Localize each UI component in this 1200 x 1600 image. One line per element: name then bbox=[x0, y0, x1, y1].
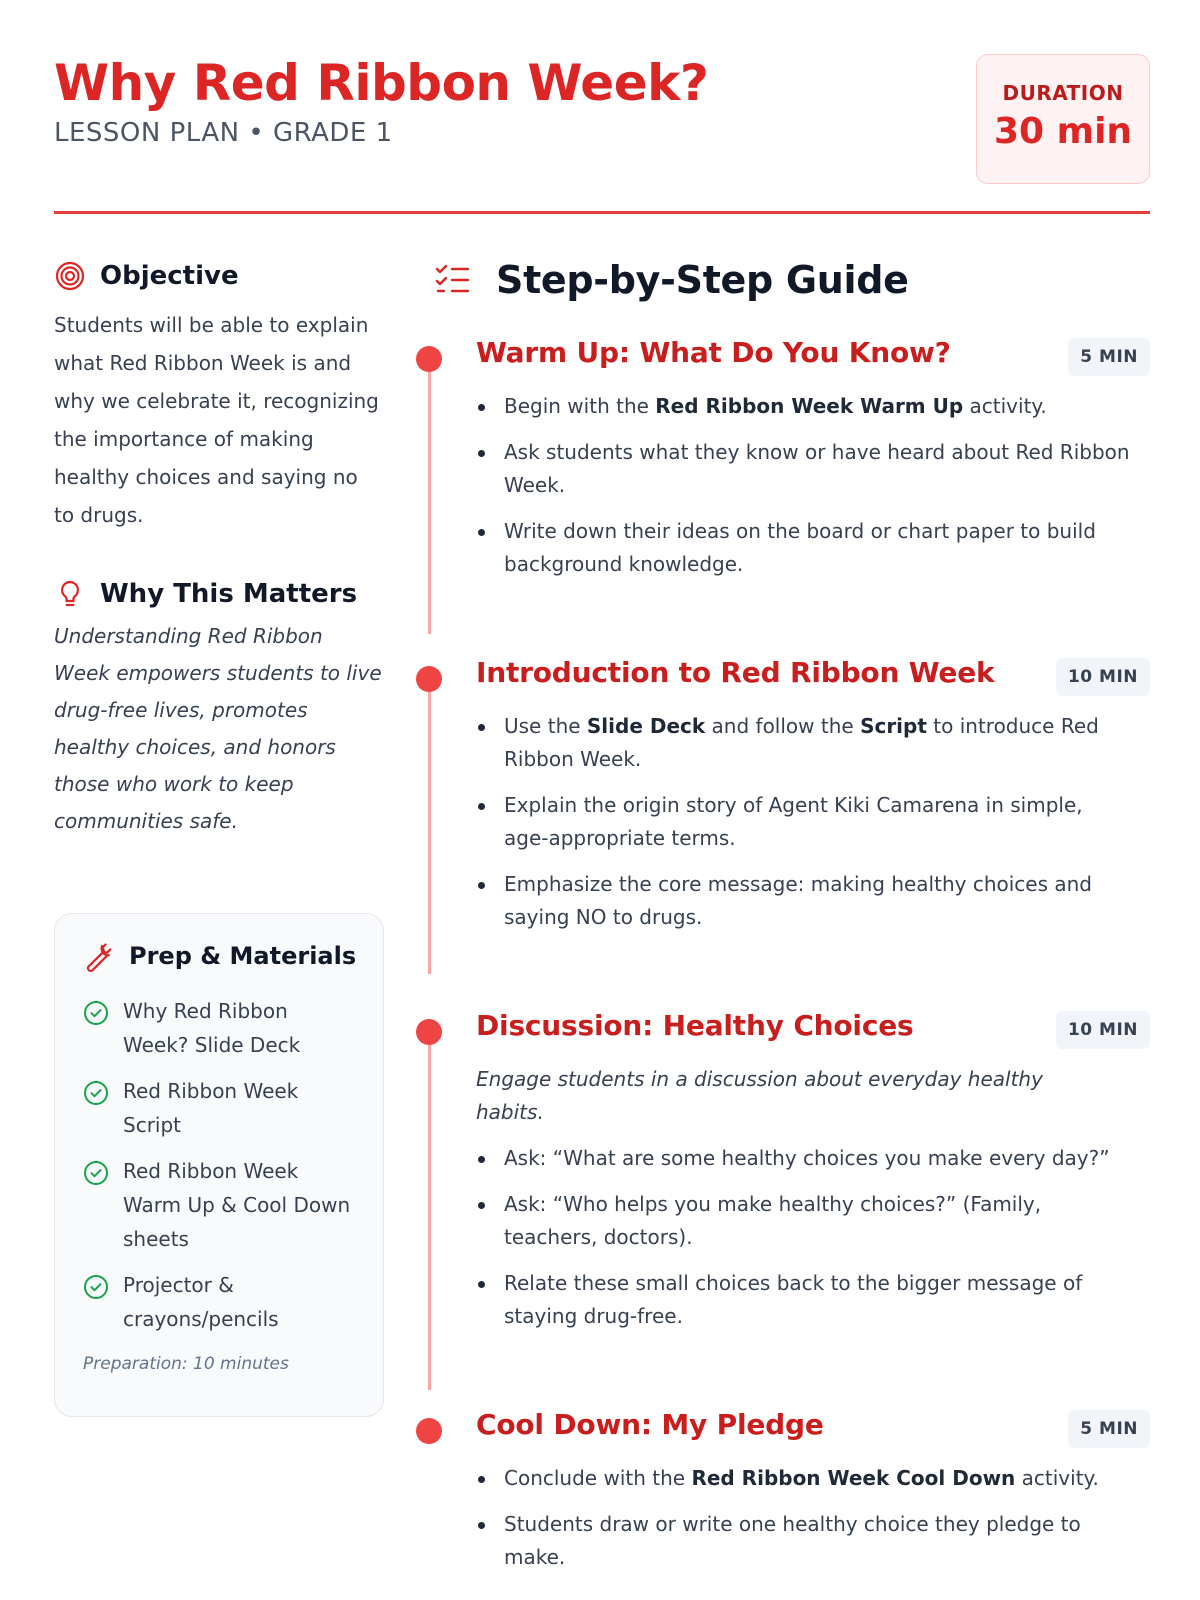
step-time-badge: 10 MIN bbox=[1056, 1011, 1150, 1049]
page-subtitle: LESSON PLAN • GRADE 1 bbox=[54, 118, 393, 148]
objective-heading bbox=[54, 260, 384, 292]
lightbulb-icon bbox=[54, 578, 86, 610]
material-label: Red Ribbon Week Warm Up & Cool Down sheets bbox=[123, 1159, 351, 1251]
why-title: Why This Matters bbox=[100, 579, 358, 609]
duration-value: 30 min bbox=[993, 111, 1133, 152]
timeline-line bbox=[428, 1045, 431, 1390]
timeline-line bbox=[428, 372, 431, 634]
material-label: Red Ribbon Week Script bbox=[123, 1079, 299, 1137]
step-time-badge: 10 MIN bbox=[1056, 658, 1150, 696]
timeline-line bbox=[428, 692, 431, 974]
step-bullet: Write down their ideas on the board or chart paper to build background knowledge. bbox=[476, 515, 1132, 581]
bold-term: Red Ribbon Week Warm Up bbox=[655, 394, 964, 418]
step-bullet: Use the Slide Deck and follow the Script to introduce Red Ribbon Week. bbox=[476, 710, 1132, 776]
check-circle-icon bbox=[83, 1274, 109, 1300]
step-intro: Engage students in a discussion about everyday healthy habits. bbox=[476, 1067, 1043, 1124]
step-bullet: Students draw or write one healthy choice they pledge to make. bbox=[476, 1508, 1132, 1574]
checklist-icon bbox=[434, 261, 472, 299]
step-bullet: Explain the origin story of Agent Kiki Camarena in simple, age-appropriate terms. bbox=[476, 789, 1132, 855]
sidebar bbox=[54, 260, 384, 840]
objective-text: Students will be able to explain what Red Ribbon Week is and why we celebrate it, recognizing the importance of making healthy choices and saying no to drugs. bbox=[54, 313, 379, 527]
check-circle-icon bbox=[83, 1080, 109, 1106]
list-item bbox=[83, 1074, 357, 1142]
prep-note: Preparation: 10 minutes bbox=[83, 1354, 289, 1374]
bold-term: Red Ribbon Week Cool Down bbox=[691, 1466, 1016, 1490]
target-icon bbox=[54, 260, 86, 292]
check-circle-icon bbox=[83, 1000, 109, 1026]
timeline-dot bbox=[416, 666, 442, 692]
step-bullet: Conclude with the Red Ribbon Week Cool Down activity. bbox=[476, 1462, 1132, 1495]
list-item bbox=[83, 994, 357, 1062]
list-item bbox=[83, 1268, 357, 1336]
bold-term: Slide Deck bbox=[586, 714, 706, 738]
step-title: Warm Up: What Do You Know? bbox=[476, 336, 951, 369]
bold-term: Script bbox=[860, 714, 927, 738]
step-bullets bbox=[476, 1462, 1132, 1587]
step-bullet: Ask students what they know or have heard about Red Ribbon Week. bbox=[476, 436, 1132, 502]
step-bullets bbox=[476, 1142, 1132, 1346]
guide-heading bbox=[434, 258, 1150, 302]
material-label: Why Red Ribbon Week? Slide Deck bbox=[123, 999, 301, 1057]
prep-heading bbox=[83, 940, 357, 972]
guide-title: Step-by-Step Guide bbox=[496, 258, 909, 302]
why-text: Understanding Red Ribbon Week empowers students to live drug-free lives, promotes healthy choices, and honors those who work to keep communities safe. bbox=[54, 624, 382, 833]
step-title: Introduction to Red Ribbon Week bbox=[476, 656, 995, 689]
step-time-badge: 5 MIN bbox=[1068, 338, 1150, 376]
step-bullets bbox=[476, 390, 1132, 594]
prep-card bbox=[54, 913, 384, 1417]
check-circle-icon bbox=[83, 1160, 109, 1186]
step-bullet: Relate these small choices back to the bigger message of staying drug-free. bbox=[476, 1267, 1132, 1333]
step-bullet: Begin with the Red Ribbon Week Warm Up activity. bbox=[476, 390, 1132, 423]
step-bullet: Ask: “What are some healthy choices you make every day?” bbox=[476, 1142, 1132, 1175]
step-bullet: Emphasize the core message: making healthy choices and saying NO to drugs. bbox=[476, 868, 1132, 934]
list-item bbox=[83, 1154, 357, 1256]
duration-label: DURATION bbox=[1002, 81, 1124, 105]
page-title: Why Red Ribbon Week? bbox=[54, 54, 709, 112]
material-label: Projector & crayons/pencils bbox=[123, 1273, 279, 1331]
step-title: Cool Down: My Pledge bbox=[476, 1408, 824, 1441]
objective-title: Objective bbox=[100, 261, 239, 291]
timeline-dot bbox=[416, 1019, 442, 1045]
materials-list bbox=[83, 994, 357, 1336]
timeline-dot bbox=[416, 1418, 442, 1444]
why-heading bbox=[54, 578, 384, 610]
step-bullets bbox=[476, 710, 1132, 947]
step-time-badge: 5 MIN bbox=[1068, 1410, 1150, 1448]
step-bullet: Ask: “Who helps you make healthy choices?” (Family, teachers, doctors). bbox=[476, 1188, 1132, 1254]
duration-card bbox=[976, 54, 1150, 184]
prep-title: Prep & Materials bbox=[129, 942, 357, 970]
wrench-icon bbox=[83, 940, 115, 972]
header bbox=[54, 50, 1150, 200]
header-divider bbox=[54, 211, 1150, 214]
guide-section bbox=[434, 258, 1150, 302]
timeline-dot bbox=[416, 346, 442, 372]
step-title: Discussion: Healthy Choices bbox=[476, 1009, 914, 1042]
